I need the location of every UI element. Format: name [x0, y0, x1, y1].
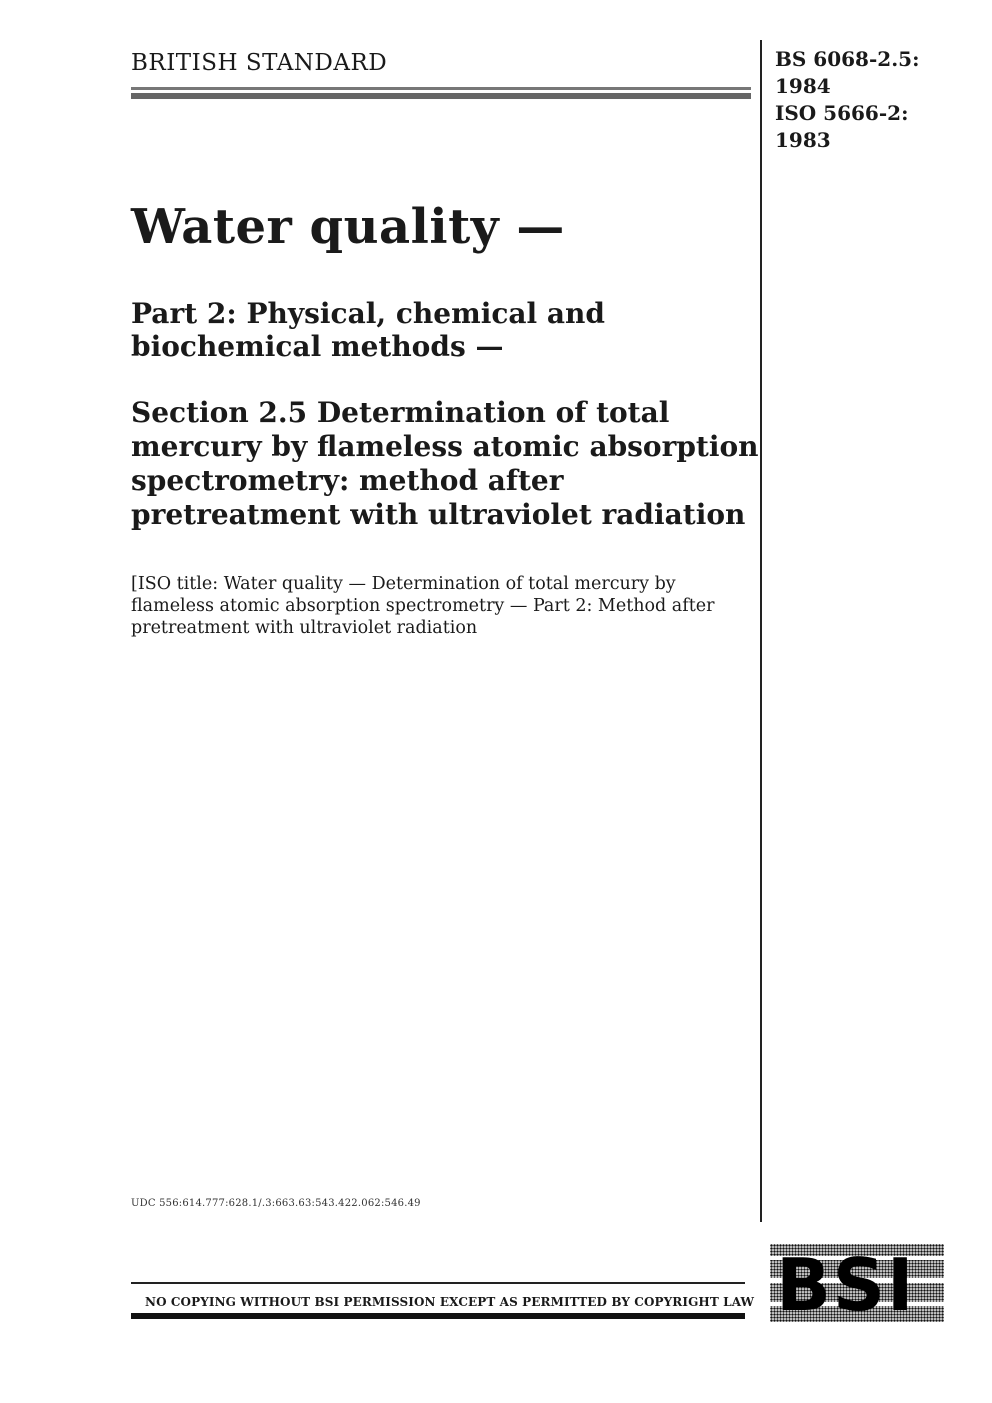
bsi-logo-icon: [770, 1244, 944, 1322]
copyright-rule-bottom: [131, 1313, 745, 1319]
publisher-label: BRITISH STANDARD: [131, 50, 388, 76]
header-rule-thick: [131, 93, 751, 99]
part-title: [131, 297, 751, 363]
part-line: Part 2: Physical, chemical and: [131, 297, 605, 330]
iso-title-line: flameless atomic absorption spectrometry — Part 2: Method after: [131, 596, 715, 616]
document-title: Water quality —: [131, 199, 565, 255]
copyright-rule-top: [131, 1282, 745, 1284]
bsi-logo-text: BSI: [776, 1244, 916, 1322]
udc-classification: UDC 556:614.777:628.1/.3:663.63:543.422.062:546.49: [131, 1198, 421, 1209]
iso-title-line: [ISO title: Water quality — Determination of total mercury by: [131, 574, 676, 594]
part-line: biochemical methods —: [131, 330, 504, 363]
bs-number: BS 6068-2.5:: [775, 47, 920, 71]
section-line: mercury by flameless atomic absorption: [131, 430, 759, 463]
iso-year: 1983: [775, 128, 831, 152]
section-line: Section 2.5 Determination of total: [131, 396, 670, 429]
section-line: pretreatment with ultraviolet radiation: [131, 498, 746, 531]
bs-year: 1984: [775, 74, 831, 98]
section-title: [131, 396, 759, 532]
iso-title-line: pretreatment with ultraviolet radiation: [131, 618, 478, 638]
iso-number: ISO 5666-2:: [775, 101, 909, 125]
vertical-divider: [760, 40, 762, 1222]
iso-title: [131, 573, 751, 639]
header-rule-thin: [131, 87, 751, 90]
copyright-notice: NO COPYING WITHOUT BSI PERMISSION EXCEPT AS PERMITTED BY COPYRIGHT LAW: [145, 1295, 755, 1309]
section-line: spectrometry: method after: [131, 464, 564, 497]
standard-numbers: [775, 46, 919, 154]
